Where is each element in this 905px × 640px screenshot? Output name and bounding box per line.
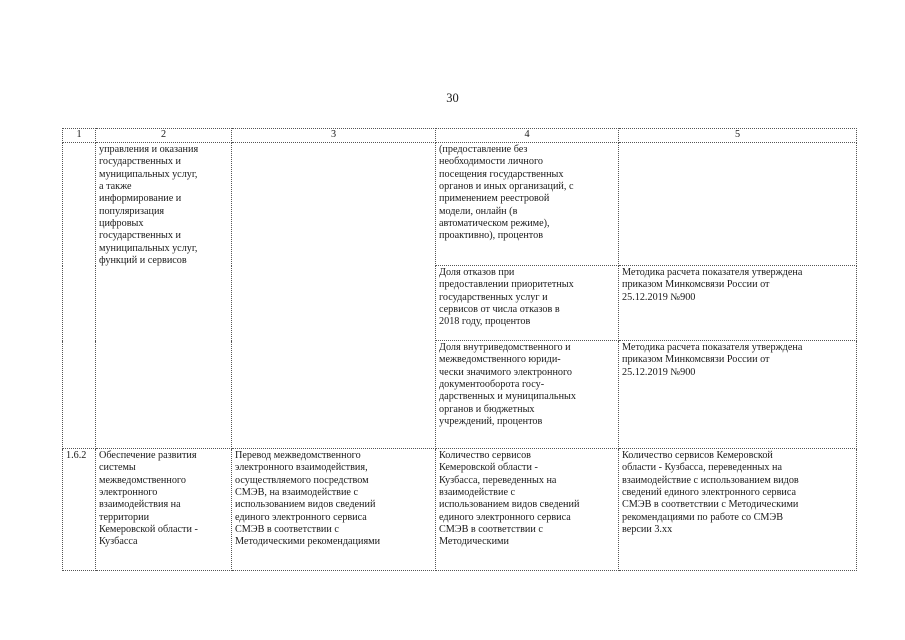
header-cell-5: 5	[619, 129, 857, 143]
header-cell-1: 1	[63, 129, 96, 143]
page-number: 30	[446, 91, 459, 105]
table-row	[63, 449, 857, 571]
methodology-cell: Методика расчета показателя утверждена приказом Минкомсвязи России от 25.12.2019 №900	[619, 266, 857, 341]
goal-cell: управления и оказания государственных и муниципальных услуг, а также информирование и популяризация цифровых государственных и муниципальных услуг, функций и сервисов	[96, 143, 232, 449]
header-cell-4: 4	[436, 129, 619, 143]
methodology-cell: Методика расчета показателя утверждена приказом Минкомсвязи России от 25.12.2019 №900	[619, 341, 857, 449]
table-row	[63, 143, 857, 266]
indicator-cell: Количество сервисов Кемеровской области - Кузбасса, переведенных на взаимодействие с использованием видов сведений единого электронного сервиса СМЭВ в соответствии с Методическими	[436, 449, 619, 571]
methodology-cell: Количество сервисов Кемеровской области - Кузбасса, переведенных на взаимодействие с использованием видов сведений единого электронного сервиса СМЭВ в соответствии с Методическими рекомендациями по работе со СМЭВ версии 3.хх	[619, 449, 857, 571]
header-cell-3: 3	[232, 129, 436, 143]
measure-cell: Перевод межведомственного электронного взаимодействия, осуществляемого посредством СМЭВ, на взаимодействие с использованием видов сведений единого электронного сервиса СМЭВ в соответствии с Методическими рекомендациями	[232, 449, 436, 571]
row-number-cell: 1.6.2	[63, 449, 96, 571]
indicator-cell: Доля отказов при предоставлении приоритетных государственных услуг и сервисов от числа отказов в 2018 году, процентов	[436, 266, 619, 341]
row-number-cell	[63, 143, 96, 449]
header-cell-2: 2	[96, 129, 232, 143]
indicator-cell: Доля внутриведомственного и межведомственного юриди- чески значимого электронного документооборота госу- дарственных и муниципальных органов и бюджетных учреждений, процентов	[436, 341, 619, 449]
goal-cell: Обеспечение развития системы межведомственного электронного взаимодействия на территории Кемеровской области - Кузбасса	[96, 449, 232, 571]
measure-cell	[232, 143, 436, 449]
document-table	[62, 128, 857, 571]
methodology-cell	[619, 143, 857, 266]
header-row	[63, 129, 857, 143]
indicator-cell: (предоставление без необходимости личного посещения государственных органов и иных организаций, с применением реестровой модели, онлайн (в автоматическом режиме), проактивно), процентов	[436, 143, 619, 266]
